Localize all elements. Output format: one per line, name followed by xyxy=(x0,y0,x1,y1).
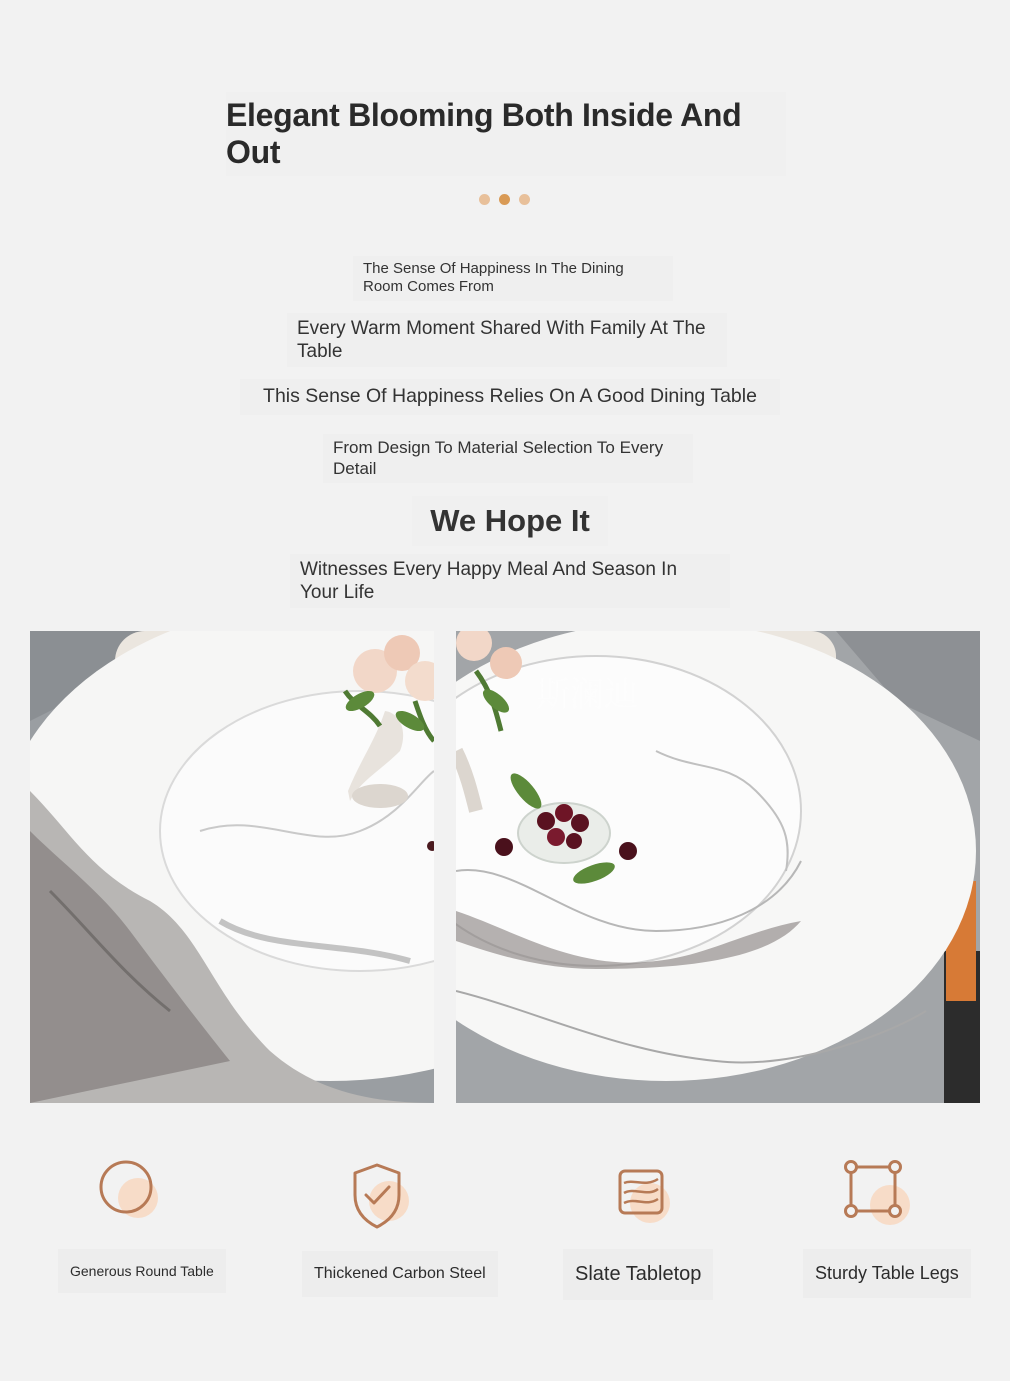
dot xyxy=(519,194,530,205)
square-frame-icon xyxy=(834,1155,914,1235)
story-line-6: Witnesses Every Happy Meal And Season In Your Life xyxy=(290,554,730,608)
page-title: Elegant Blooming Both Inside And Out xyxy=(226,92,786,176)
slate-texture-icon xyxy=(600,1157,680,1237)
shield-check-icon xyxy=(337,1155,417,1235)
product-photo-left xyxy=(30,631,434,1103)
feature-label: Generous Round Table xyxy=(58,1249,226,1293)
story-line-4: From Design To Material Selection To Every Detail xyxy=(323,434,693,483)
product-photo-right xyxy=(456,631,980,1103)
circle-icon xyxy=(90,1153,170,1233)
feature-label: Sturdy Table Legs xyxy=(803,1249,971,1298)
story-line-3: This Sense Of Happiness Relies On A Good Dining Table xyxy=(240,379,780,415)
watermark-text: 斯澜迪 xyxy=(536,675,638,715)
story-line-1: The Sense Of Happiness In The Dining Room Comes From xyxy=(353,256,673,301)
story-line-5: We Hope It xyxy=(412,496,608,546)
story-line-2: Every Warm Moment Shared With Family At The Table xyxy=(287,313,727,367)
feature-label: Thickened Carbon Steel xyxy=(302,1251,498,1297)
dot xyxy=(499,194,510,205)
decorative-dots xyxy=(479,194,530,205)
dot xyxy=(479,194,490,205)
feature-label: Slate Tabletop xyxy=(563,1249,713,1300)
feature-row xyxy=(0,1145,1010,1325)
